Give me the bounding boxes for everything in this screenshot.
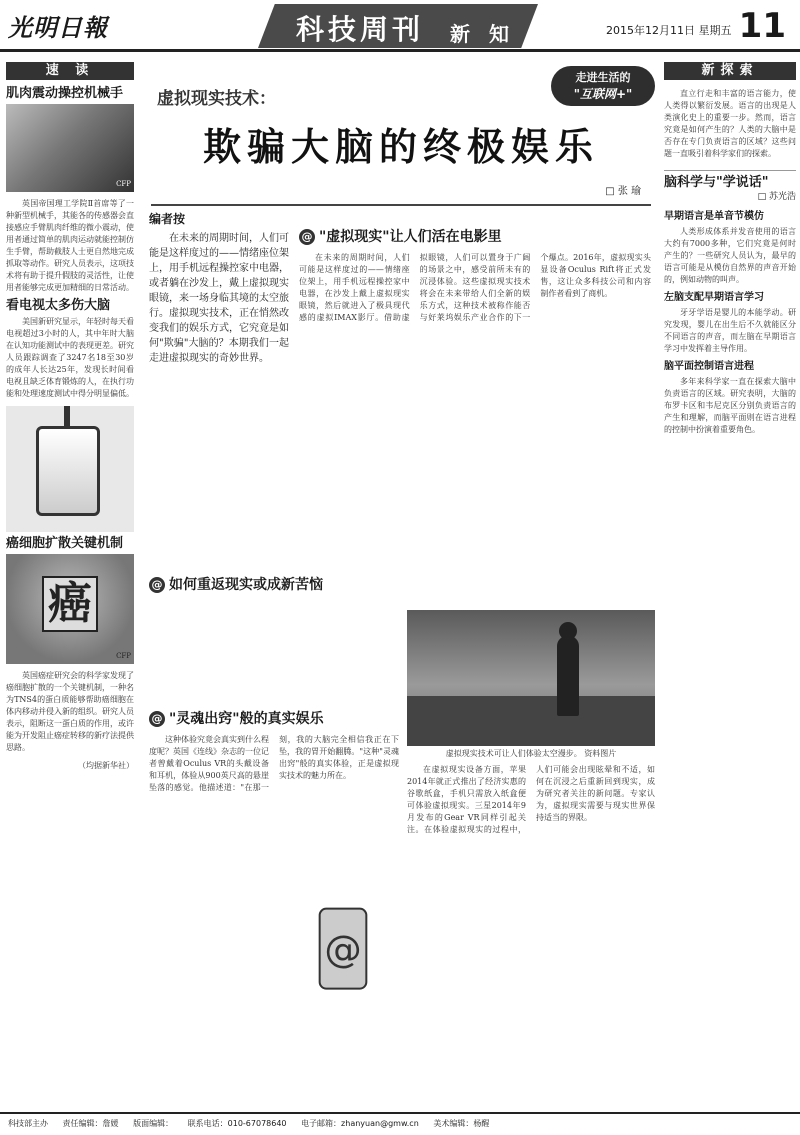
page-number: 11 (738, 6, 786, 46)
footer-item: 美术编辑：杨醒 (433, 1119, 490, 1128)
section-heading-text: "虚拟现实"让人们活在电影里 (319, 229, 502, 245)
brief-body: 英国帝国理工学院Ⅱ首席等了一种新型机械手，其能各的传感器会直接感应手臂肌肉纤维的微小震动，使用者通过简单的肌肉运动就能控制仿生手臂，帮助截肢人士更自然地完成抓取等动作。研究人员表示，这项技术将有助于提升假肢的灵活性，让使用者能够完成更加精细的日常活动。 (6, 199, 134, 292)
plug-cord (64, 406, 70, 428)
subsection-heading: 左脑支配早期语言学习 (664, 292, 764, 303)
section-heading-text: 如何重返现实或成新苦恼 (169, 577, 323, 593)
astronaut-figure (557, 636, 579, 716)
subsection-heading: 早期语言是单音节模仿 (664, 211, 764, 222)
science-tag: 新探索 (664, 62, 796, 80)
brief-body: 美国新研究显示，年轻时每天看电视超过3小时的人，其中年时大脑在认知功能测试中的表现更差。研究人员跟踪调查了3247名18至30岁的成年人长达25年，发现长时间看电视且缺乏体育锻炼的人，在执行功能和处理速度测试中得分明显偏低。 (6, 317, 134, 398)
footer-item: 版面编辑： (133, 1119, 174, 1128)
page-footer (0, 1112, 800, 1134)
feature-kicker: 虚拟现实技术： (157, 89, 276, 109)
dateline: 2015年12月11日 星期五 (606, 24, 732, 37)
section-heading (149, 708, 324, 728)
subsection-text: 人类形成体系并发音使用的语言大约有7000多种，它们究竟是何时产生的？一些研究人员认为，最早的语言可能是从模仿自然界的声音开始的，例如动物的叫声。 (664, 227, 796, 284)
brief-title: 肌肉震动操控机械手 (6, 86, 124, 101)
section-text: 在未来的周期时间，人们可能是这样度过的——情绪座位架上，用手机远程操控家中电器，在沙发上戴上虚拟现实眼镜，然后就进入了极具现代感的虚拟IMAX影厅。借助虚拟眼镜，人们可以置身于广阔的场景之中，感受前所未有的沉浸体验。这些虚拟现实技术将会在未来带给人们全新的娱乐方式，这种技术被称作能否与好莱坞娱乐产业合作的下一个爆点。2016年，虚拟现实头显设备Oculus Rift将正式发售，这让众多科技公司和内容制作者看到了商机。 (299, 253, 651, 322)
photo-credit: CFP (116, 652, 131, 660)
science-intro: 直立行走和丰富的语言能力，使人类得以繁衍发展。语言的出现是人类演化史上的重要一步。然而，语言究竟是如何产生的？人类的大脑中是否存在专门负责语言的区域？这些问题一直吸引着科学家们的探索。 (664, 89, 796, 158)
at-sign-icon: @ (149, 711, 165, 727)
subsection-text: 牙牙学语是婴儿的本能学动。研究发现，婴儿在出生后不久就能区分不同语言的声音，而左脑在早期语言学习中发挥着主导作用。 (664, 308, 796, 353)
at-sign-icon: @ (149, 577, 165, 593)
feature-title: 欺骗大脑的终极娱乐 (203, 124, 600, 169)
section-heading (149, 574, 323, 594)
brief-tag: 速 读 (6, 62, 134, 80)
section-subtitle: 新 知 (450, 22, 515, 46)
photo-credit: CFP (116, 180, 131, 188)
brief-title: 看电视太多伤大脑 (6, 298, 111, 313)
badge-line: 走进生活的 (575, 71, 631, 84)
robot-hand-photo (6, 104, 134, 192)
at-sign-icon: @ (299, 229, 315, 245)
brief-source: （均据新华社） (78, 761, 134, 770)
section-heading (299, 226, 502, 246)
science-column (664, 62, 796, 439)
badge-line: "互联网+" (573, 87, 633, 101)
subsection-heading: 脑平面控制语言进程 (664, 361, 754, 372)
science-title: 脑科学与"学说话" (664, 170, 796, 189)
divider (151, 204, 651, 206)
editor-note-heading: 编者按 (149, 212, 186, 226)
vr-space-photo (407, 610, 655, 746)
phone-at-sign-illustration (293, 902, 393, 1002)
feature-author: □ 张 瑜 (605, 186, 641, 197)
footer-item: 联系电话：010-67078640 (187, 1119, 287, 1128)
footer-item: 科技部主办 (8, 1119, 48, 1128)
footer-item: 电子邮箱：zhanyuan@gmw.cn (301, 1119, 419, 1128)
editor-note-text: 在未来的周期时间，人们可能是这样度过的——情绪座位架上，用手机远程操控家中电器，或者躺在沙发上，戴上虚拟现实眼镜，来一场身临其境的太空旅行。虚拟现实技术，正在悄然改变我们的娱乐方式，它究竟是如何"欺骗"大脑的？本期我们一起走进虚拟现实的奇妙世界。 (149, 233, 289, 364)
cancer-cell-photo (6, 554, 134, 664)
photo-ground (407, 696, 655, 746)
brief-column (6, 62, 134, 778)
photo-caption: 虚拟现实技术可让人们体验太空漫步。 资料图片 (445, 749, 617, 758)
column-badge (551, 66, 655, 106)
section-title: 科技周刊 (296, 13, 425, 46)
subsection-text: 多年来科学家一直在探索大脑中负责语言的区域。研究表明，大脑的布罗卡区和韦尼克区分别负责语言的产生和理解，而脑平面则在语言进程的控制中扮演着重要角色。 (664, 377, 796, 434)
at-sign-icon: @ (324, 927, 362, 971)
section-text: 在虚拟现实设备方面，苹果2014年就正式推出了经济实惠的谷歌纸盒，手机只需放入纸盒便可体验虚拟现实。三星2014年9月发布的Gear VR同样引起关注。在体验虚拟现实的过程中，人们可能会出现眩晕和不适，如何在沉浸之后重新回到现实，成为研究者关注的新问题。专家认为，虚拟现实需要与现实世界保持适当的界限。 (407, 765, 655, 834)
science-author: □ 苏光浩 (757, 192, 796, 202)
editor-note (149, 212, 289, 542)
masthead (0, 0, 800, 52)
feature-article (143, 62, 657, 1104)
brief-title: 癌细胞扩散关键机制 (6, 536, 124, 551)
brief-body: 英国癌症研究会的科学家发现了癌细胞扩散的一个关键机制，一种名为TNS4的蛋白质能够帮助癌细胞在体内移动并侵入新的组织。研究人员表示，阻断这一蛋白质的作用，或许能为开发阻止癌症转移的新疗法提供思路。 (6, 671, 134, 752)
section-text: 这种体验究竟会真实到什么程度呢？英国《连线》杂志的一位记者曾戴着Oculus VR的头戴设备和耳机，体验从900英尺高的悬崖坠落的感觉。他描述道："在那一刻，我的大脑完全相信我正在下坠，我的胃开始翻腾。"这种"灵魂出窍"般的真实体验，正是虚拟现实技术的魅力所在。 (149, 735, 399, 792)
section-heading-text: "灵魂出窍"般的真实娱乐 (169, 711, 324, 727)
power-plug-photo (6, 406, 134, 532)
footer-item: 责任编辑：詹媛 (62, 1119, 119, 1128)
cancer-glyph: 癌 (42, 576, 98, 632)
newspaper-logo: 光明日報 (8, 13, 108, 42)
plug-icon (36, 426, 100, 516)
